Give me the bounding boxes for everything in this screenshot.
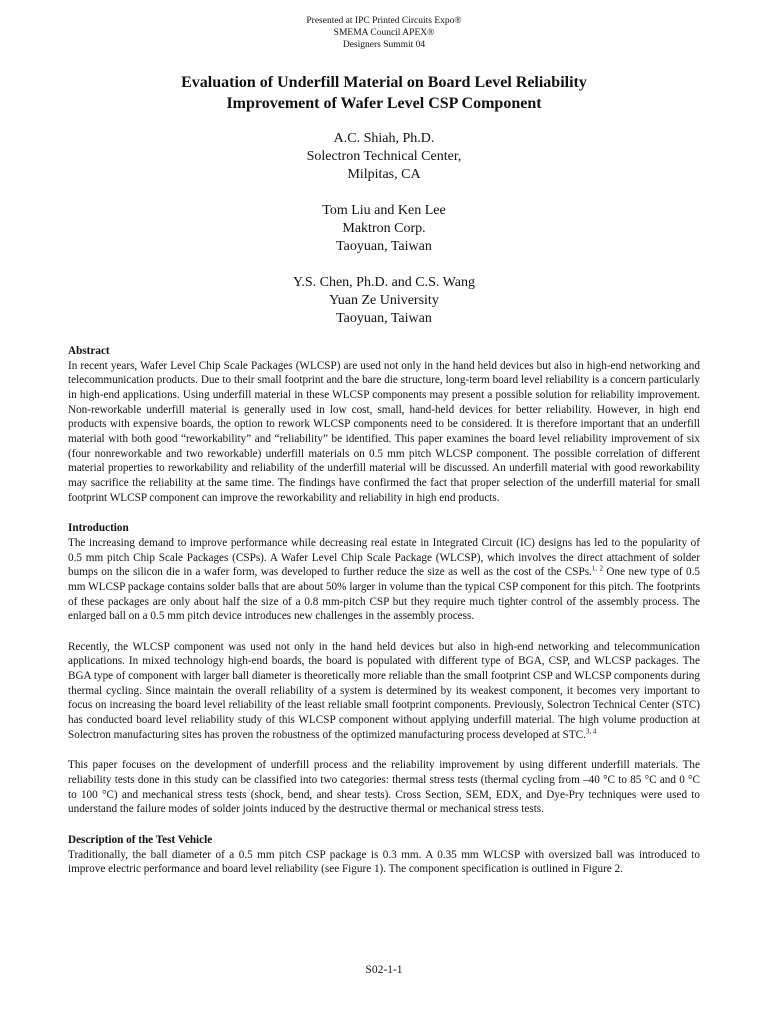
introduction-paragraph-2: [68, 640, 700, 743]
author-line: Tom Liu and Ken Lee: [322, 203, 446, 218]
paper-title: [0, 72, 768, 114]
header-line: Presented at IPC Printed Circuits Expo®: [306, 16, 462, 26]
paragraph-text: Recently, the WLCSP component was used not only in the hand held devices but also in high-end networking and telecommunication applications. In mixed technology high-end boards, the board is populated with different type of BGA, CSP, and WLCSP packages. The BGA type of component with larger ball diameter is theoretically more reliable than the small footprint CSP and WLCSP components during thermal cycling. Since maintain the overall reliability of a system is determined by its weakest component, it becomes very important to focus on increasing the board level reliability of the least reliable small footprint components. Previously, Solectron Technical Center (STC) has conducted board level reliability study of this WLCSP component without applying underfill material. The high volume production at Solectron manufacturing sites has proven the robustness of the optimized manufacturing process developed at STC.: [68, 640, 700, 741]
paragraph-text: One new type of 0.5 mm WLCSP package contains solder balls that are about 50% larger in volume than the typical CSP component for this pitch. The footprints of these packages are only about half the size of a 0.8 mm-pitch CSP but they require much tighter control of the assembly process. The enlarged ball on a 0.5 mm pitch device introduces new challenges in the assembly process.: [68, 566, 700, 623]
author-block: [0, 202, 768, 256]
header-line: SMEMA Council APEX®: [333, 28, 435, 38]
title-line: Improvement of Wafer Level CSP Component: [226, 95, 542, 112]
author-line: Taoyuan, Taiwan: [336, 311, 432, 326]
author-line: Milpitas, CA: [347, 167, 421, 182]
conference-header: [0, 15, 768, 51]
author-line: Taoyuan, Taiwan: [336, 239, 432, 254]
citation-superscript: 3, 4: [585, 727, 597, 736]
author-line: Yuan Ze University: [329, 293, 439, 308]
author-line: Solectron Technical Center,: [306, 149, 462, 164]
test-vehicle-heading: Description of the Test Vehicle: [68, 834, 213, 847]
author-line: A.C. Shiah, Ph.D.: [333, 131, 435, 146]
author-line: Y.S. Chen, Ph.D. and C.S. Wang: [293, 275, 475, 290]
paragraph-text: The increasing demand to improve performance while decreasing real estate in Integrated Circuit (IC) designs has led to the popularity of 0.5 mm pitch Chip Scale Packages (CSPs). A Wafer Level Chip Scale Package (WLCSP), which involves the direct attachment of solder bumps on the silicon die in a wafer form, was developed to further reduce the size as well as the cost of the CSPs.: [68, 536, 700, 579]
author-line: Maktron Corp.: [342, 221, 426, 236]
abstract-heading: Abstract: [68, 345, 110, 357]
test-vehicle-text: Traditionally, the ball diameter of a 0.5 mm pitch CSP package is 0.3 mm. A 0.35 mm WLCSP with oversized ball was introduced to improve electric performance and board level reliability (see Figure 1). The component specification is outlined in Figure 2.: [68, 848, 700, 876]
author-block: [0, 130, 768, 184]
title-line: Evaluation of Underfill Material on Board Level Reliability: [181, 74, 587, 91]
author-block: [0, 274, 768, 328]
introduction-heading: Introduction: [68, 522, 129, 535]
author-list: [0, 130, 768, 346]
citation-superscript: 1, 2: [591, 564, 603, 573]
header-line: Designers Summit 04: [342, 40, 426, 50]
page-number: S02-1-1: [365, 964, 403, 976]
abstract-text: In recent years, Wafer Level Chip Scale Packages (WLCSP) are used not only in the hand held devices but also in high-end networking and telecommunication products. Due to their small footprint and the bare die structure, long-term board level reliability is a concern particularly in high-end applications. Using underfill material in these WLCSP components may present a possible solution for reliability improvement. Non-reworkable underfill material is generally used in low cost, small, hand-held devices for better reliability. However, in high end products with expensive boards, the option to rework WLCSP components need to be considered. It is therefore important that an underfill material with both good “reworkability” and “reliability” be identified. This paper examines the board level reliability improvement of six (four nonreworkable and two reworkable) underfill materials on 0.5 mm pitch WLCSP component. The possible correlation of different material properties to reworkability and reliability of the underfill material will be discussed. An underfill material with good reworkability may sacrifice the reliability at the same time. The findings have confirmed the fact that proper selection of the underfill material for small footprint WLCSP component can improve the reworkability and reliability in high end products.: [68, 359, 700, 504]
paper-body: [68, 344, 700, 877]
introduction-paragraph-3: This paper focuses on the development of underfill process and the reliability improvement by using different underfill materials. The reliability tests done in this study can be classified into two categories: thermal stress tests (thermal cycling from –40 °C to 85 °C and 0 °C to 100 °C) and mechanical stress tests (shock, bend, and shear tests). Cross Section, SEM, EDX, and Dye-Pry techniques were used to understand the failure modes of solder joints induced by the destructive thermal or mechanical stress tests.: [68, 759, 700, 816]
introduction-paragraph-1: [68, 536, 700, 624]
